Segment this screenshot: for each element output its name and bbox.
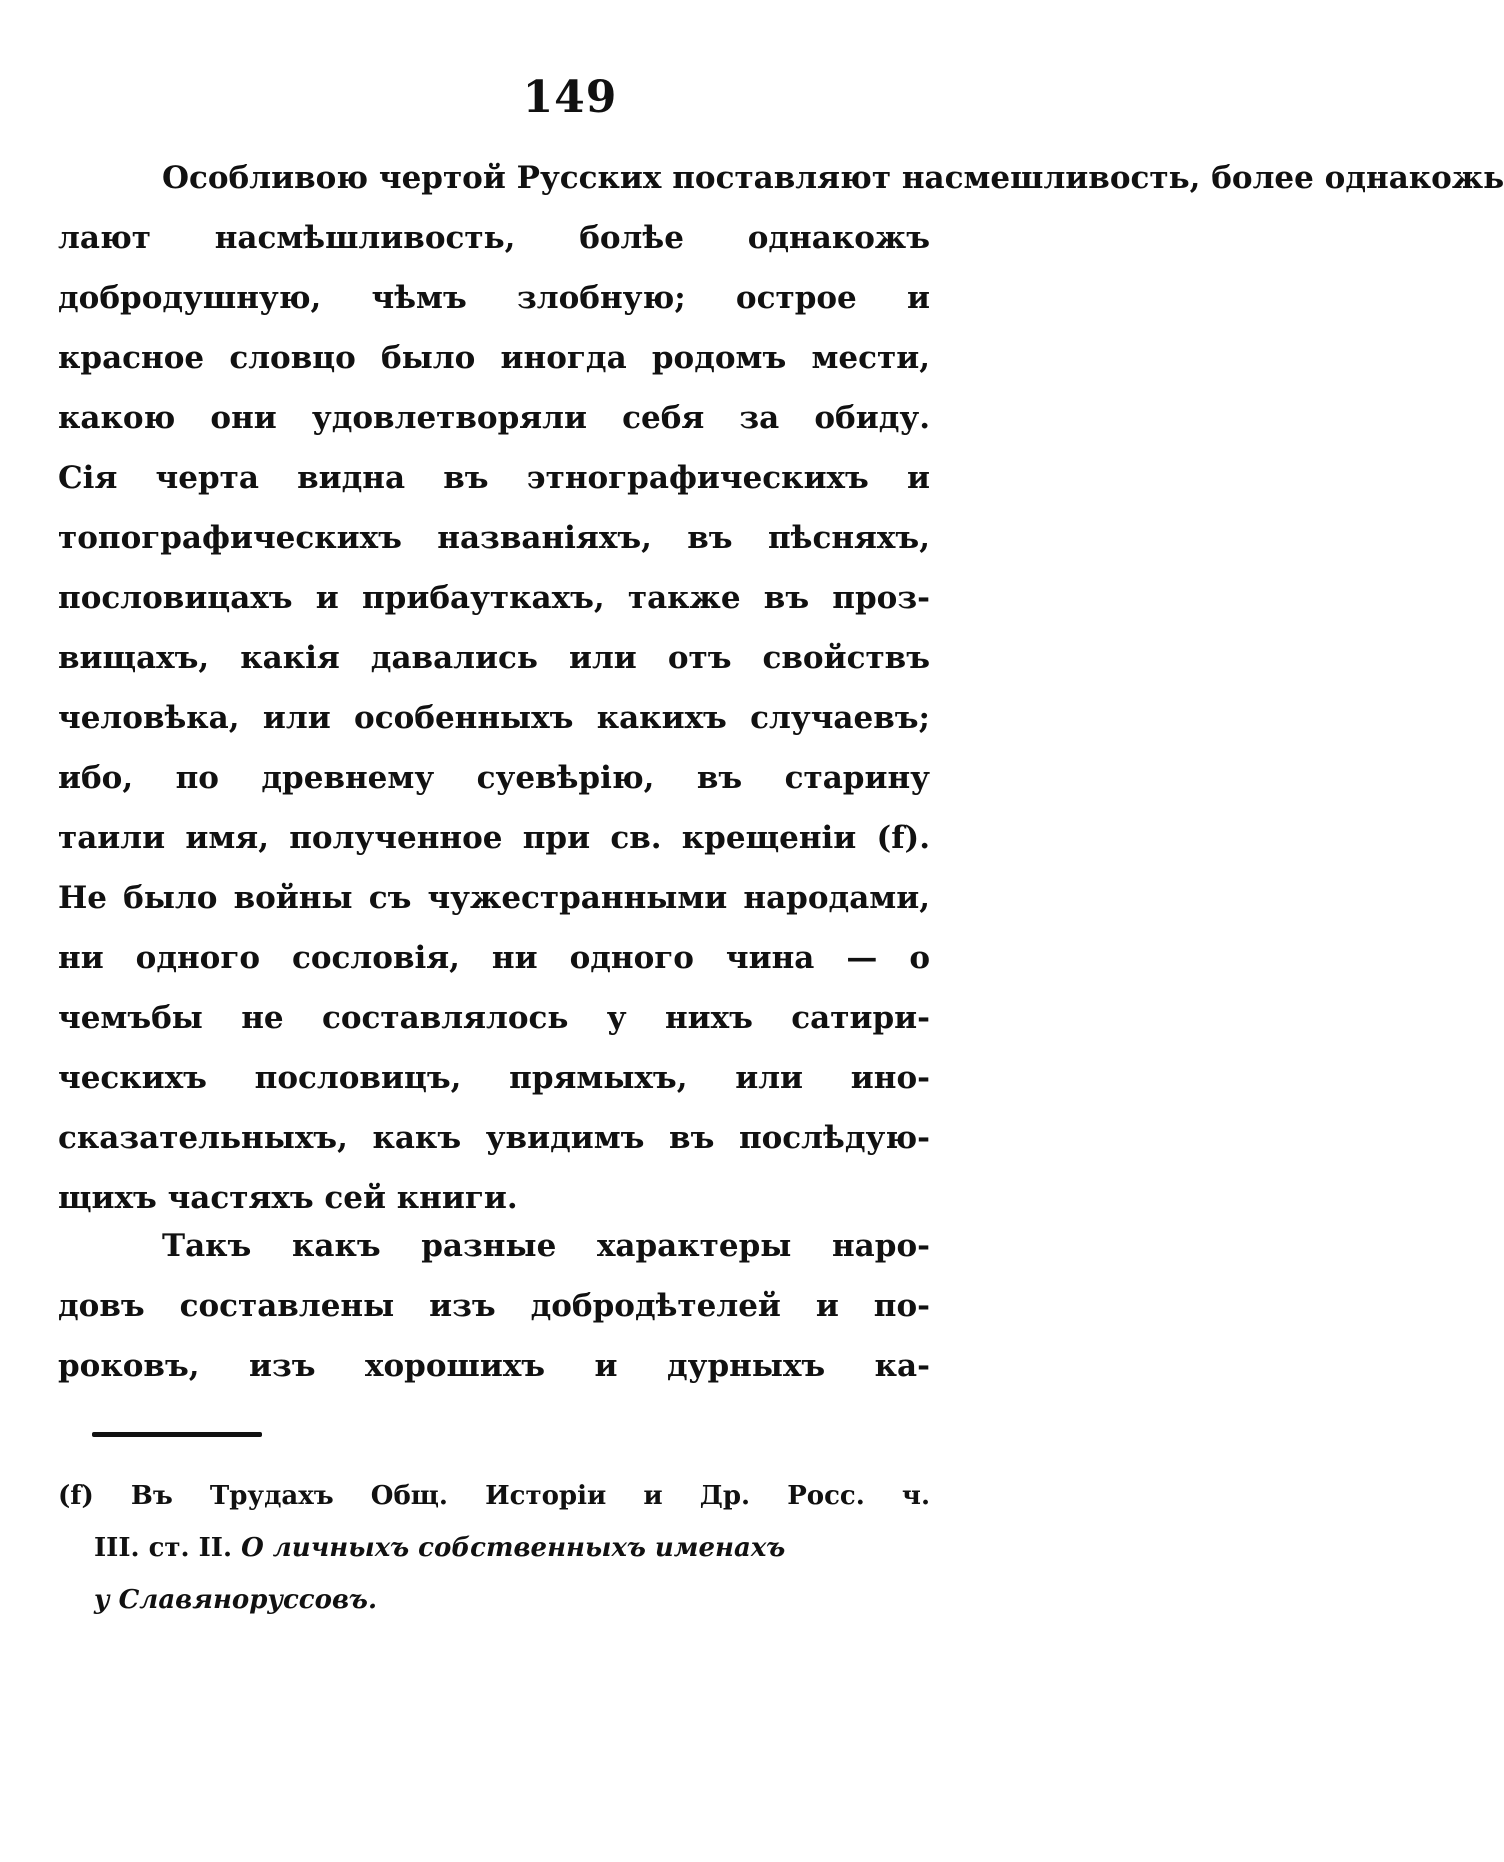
text-line: щихъ частяхъ сей книги. [58, 1180, 518, 1216]
text-line: вищахъ, какія давались или отъ свойствъ [58, 640, 930, 676]
text-line: Особливою чертой Русских поставляют насмешливость, более однакожь [162, 160, 1504, 196]
text-line: роковъ, изъ хорошихъ и дурныхъ ка- [58, 1348, 930, 1384]
footnote-reference: III. ст. II. [94, 1533, 233, 1563]
footnote-line: у Славяноруссовъ. [94, 1585, 378, 1615]
text-line: довъ составлены изъ добродѣтелей и по- [58, 1288, 930, 1324]
text-line: ни одного сословія, ни одного чина — о [58, 940, 930, 976]
text-line: таили имя, полученное при св. крещеніи (f). [58, 820, 930, 856]
footnote-line: (f) Въ Трудахъ Общ. Исторіи и Др. Росс. ч. [58, 1481, 930, 1511]
text-line: ибо, по древнему суевѣрію, въ старину [58, 760, 930, 796]
paragraph-2 [58, 1216, 930, 1396]
text-line: пословицахъ и прибауткахъ, также въ проз- [58, 580, 930, 616]
footnote-title: О личныхъ собственныхъ именахъ [241, 1533, 786, 1563]
paragraph-1 [58, 148, 1504, 1228]
text-line: какою они удовлетворяли себя за обиду. [58, 400, 930, 436]
text-line: добродушную, чѣмъ злобную; острое и [58, 280, 930, 316]
footnote [58, 1470, 930, 1626]
text-line: Сія черта видна въ этнографическихъ и [58, 460, 930, 496]
footnote-divider [92, 1432, 262, 1437]
text-line: чемъбы не составлялось у нихъ сатири- [58, 1000, 930, 1036]
text-line: лают насмѣшливость, болѣе однакожъ [58, 220, 930, 256]
text-line: сказательныхъ, какъ увидимъ въ послѣдую- [58, 1120, 930, 1156]
text-line: Не было войны съ чужестранными народами, [58, 880, 930, 916]
page-number: 149 [522, 72, 618, 123]
text-line: Такъ какъ разные характеры наро- [162, 1228, 930, 1264]
text-line: топографическихъ названіяхъ, въ пѣсняхъ, [58, 520, 930, 556]
text-line: ческихъ пословицъ, прямыхъ, или ино- [58, 1060, 930, 1096]
text-line: красное словцо было иногда родомъ мести, [58, 340, 930, 376]
footnote-line [58, 1522, 930, 1574]
text-line: человѣка, или особенныхъ какихъ случаевъ; [58, 700, 930, 736]
